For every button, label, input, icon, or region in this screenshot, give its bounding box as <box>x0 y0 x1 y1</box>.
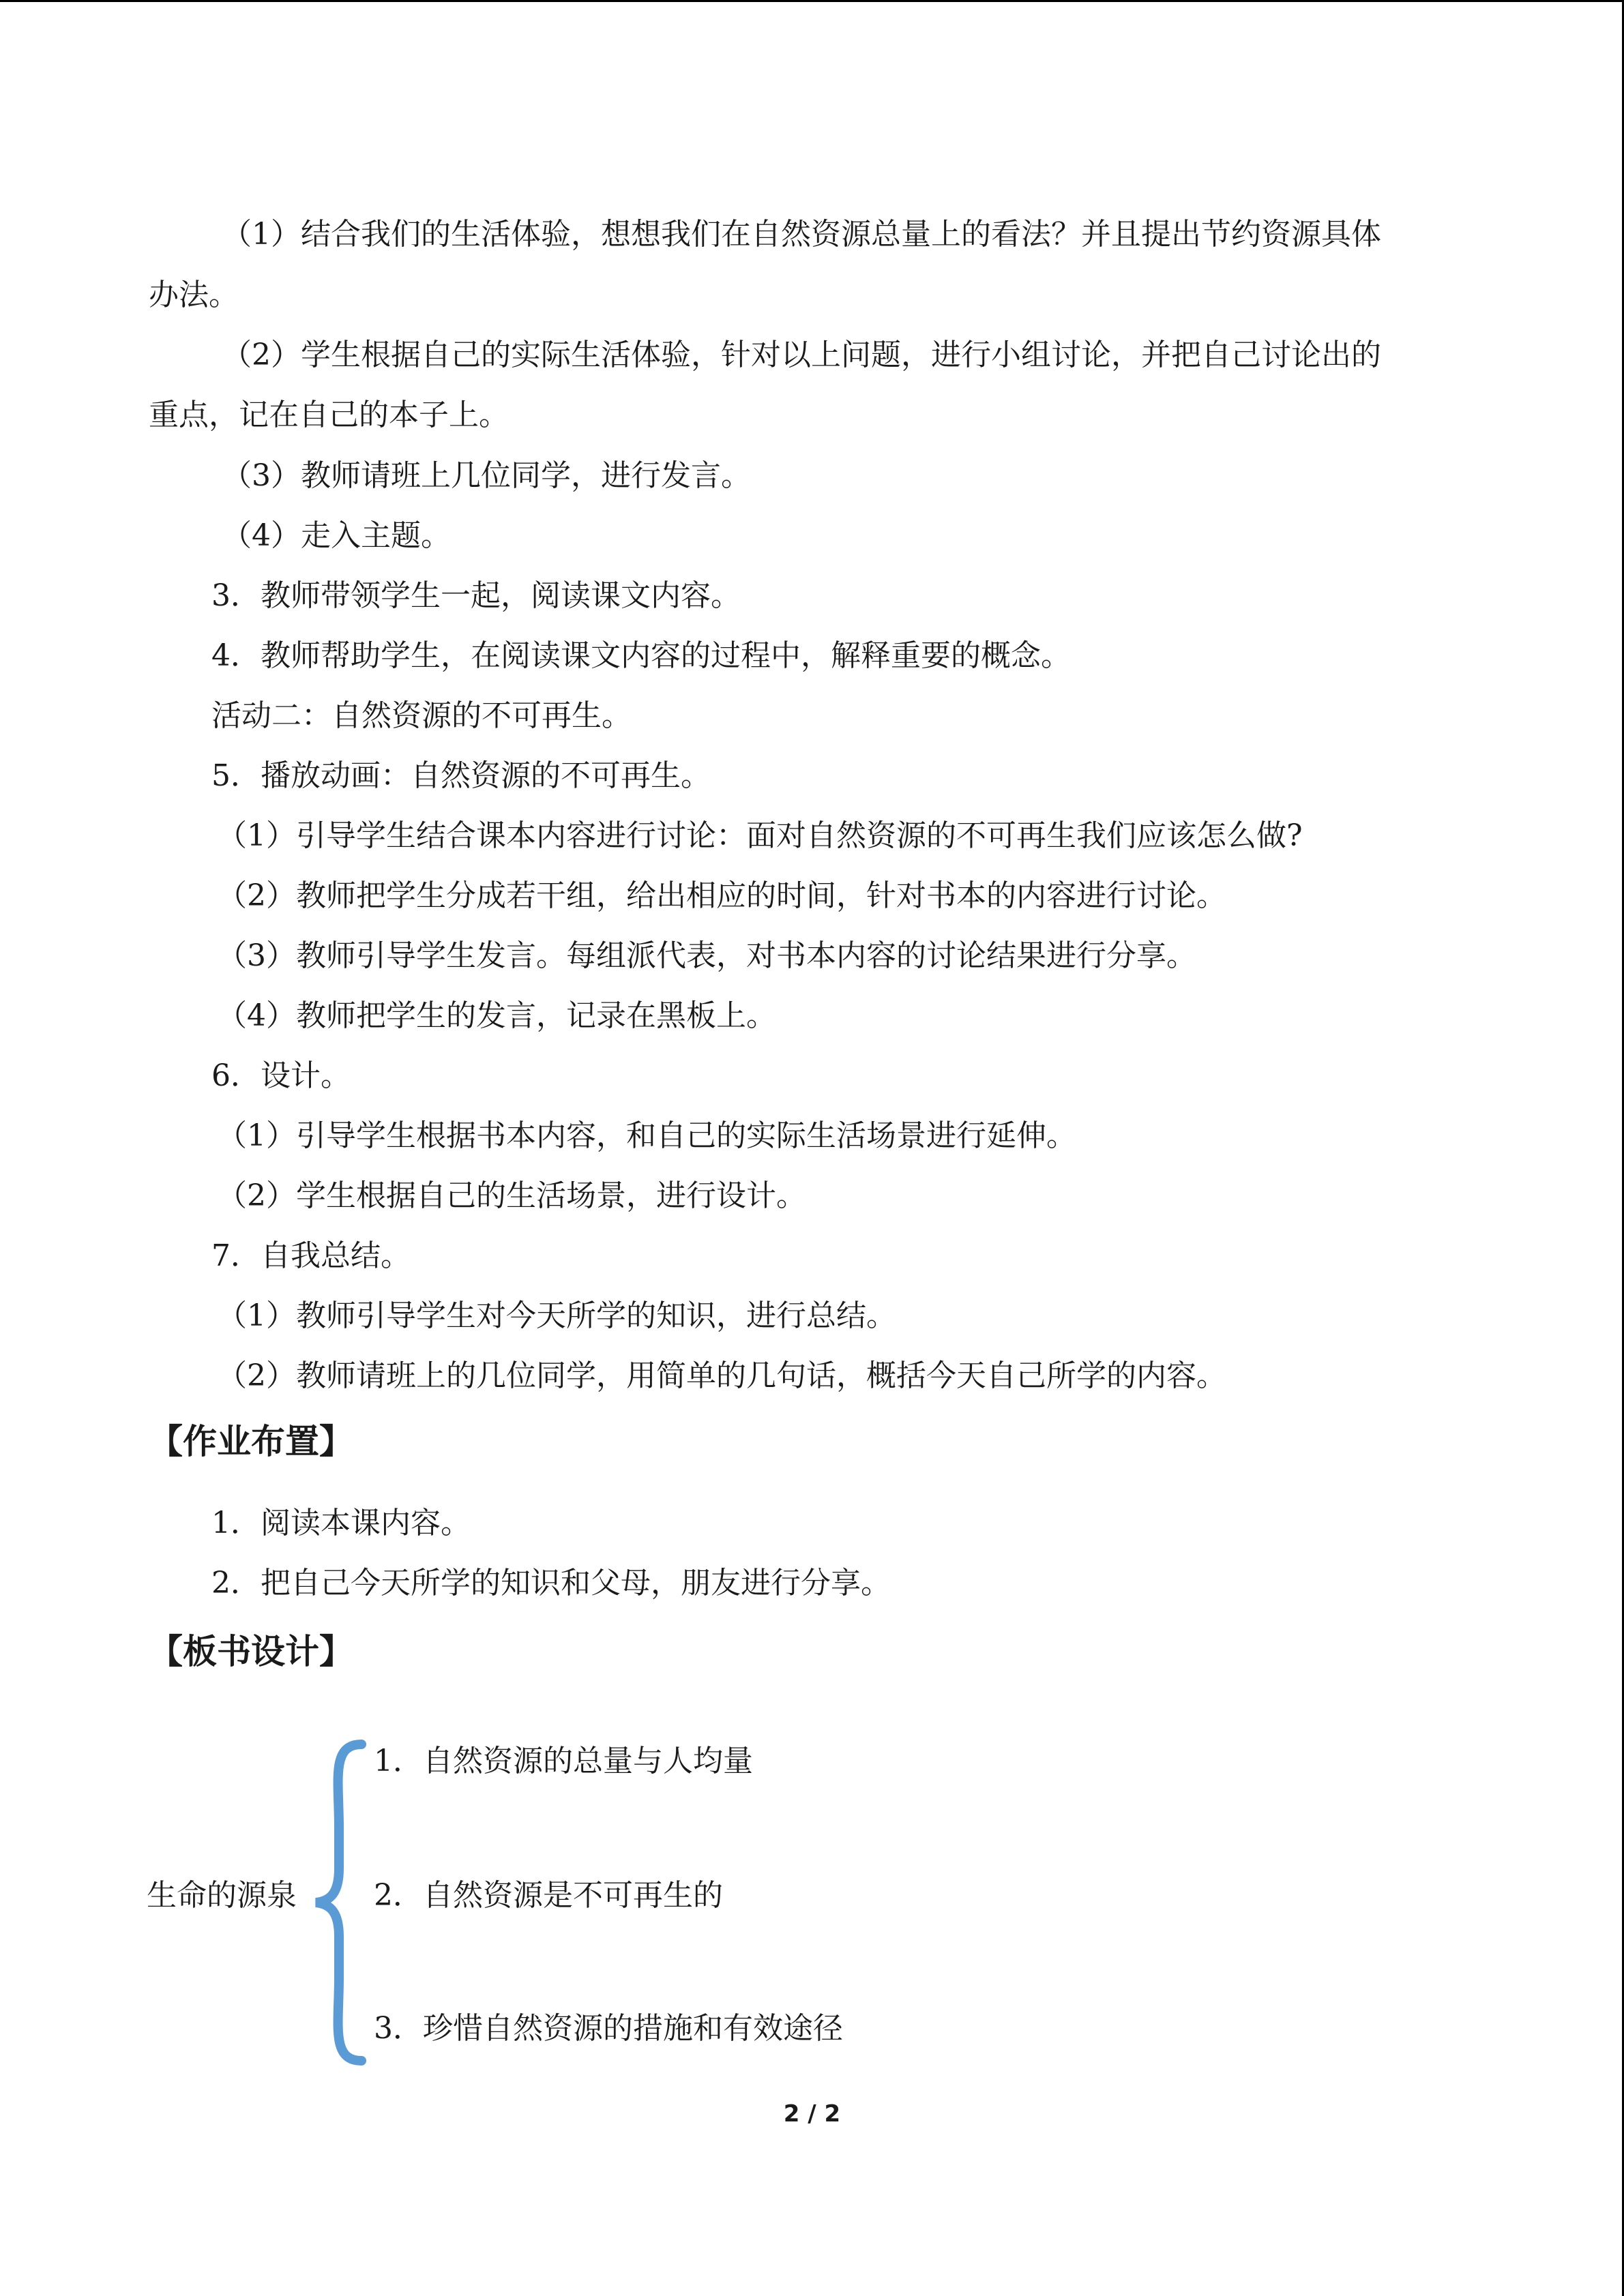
homework-item: 1．阅读本课内容。 <box>211 1506 471 1540</box>
body-line: （1）引导学生结合课本内容进行讨论：面对自然资源的不可再生我们应该怎么做? <box>217 818 1303 853</box>
homework-item: 2．把自己今天所学的知识和父母，朋友进行分享。 <box>211 1566 891 1600</box>
body-line: （4）教师把学生的发言，记录在黑板上。 <box>217 998 776 1033</box>
body-line: （4）走入主题。 <box>222 518 451 553</box>
body-line: 7．自我总结。 <box>211 1238 411 1273</box>
curly-brace-icon <box>310 1739 379 2066</box>
body-line: （3）教师引导学生发言。每组派代表，对书本内容的讨论结果进行分享。 <box>217 938 1196 973</box>
page-border-top <box>0 0 1624 2</box>
body-line: （1）引导学生根据书本内容，和自己的实际生活场景进行延伸。 <box>217 1118 1076 1153</box>
body-line: 重点，记在自己的本子上。 <box>149 398 509 432</box>
body-line: 6．设计。 <box>211 1058 351 1093</box>
board-root: 生命的源泉 <box>147 1878 297 1913</box>
body-line: （1）教师引导学生对今天所学的知识，进行总结。 <box>217 1298 896 1333</box>
body-line: 3．教师带领学生一起，阅读课文内容。 <box>211 578 741 613</box>
body-line: 4．教师帮助学生，在阅读课文内容的过程中，解释重要的概念。 <box>211 638 1071 673</box>
body-line: （2）学生根据自己的生活场景，进行设计。 <box>217 1178 806 1213</box>
board-item: 3．珍惜自然资源的措施和有效途径 <box>374 2011 843 2046</box>
body-line: （2）学生根据自己的实际生活体验，针对以上问题，进行小组讨论，并把自己讨论出的 <box>222 338 1381 372</box>
board-item: 1．自然资源的总量与人均量 <box>374 1744 753 1778</box>
body-line: 5．播放动画：自然资源的不可再生。 <box>211 758 711 793</box>
body-line: 活动二：自然资源的不可再生。 <box>211 698 632 733</box>
page-number: 2 / 2 <box>783 2100 841 2128</box>
body-line: （2）教师把学生分成若干组，给出相应的时间，针对书本的内容进行讨论。 <box>217 878 1226 913</box>
homework-heading: 【作业布置】 <box>149 1422 353 1461</box>
body-line: 办法。 <box>149 278 239 312</box>
body-line: （1）结合我们的生活体验，想想我们在自然资源总量上的看法？并且提出节约资源具体 <box>222 217 1381 252</box>
body-line: （3）教师请班上几位同学，进行发言。 <box>222 458 751 493</box>
body-line: （2）教师请班上的几位同学，用简单的几句话，概括今天自己所学的内容。 <box>217 1358 1226 1393</box>
board-heading: 【板书设计】 <box>149 1632 353 1671</box>
board-item: 2．自然资源是不可再生的 <box>374 1878 723 1913</box>
